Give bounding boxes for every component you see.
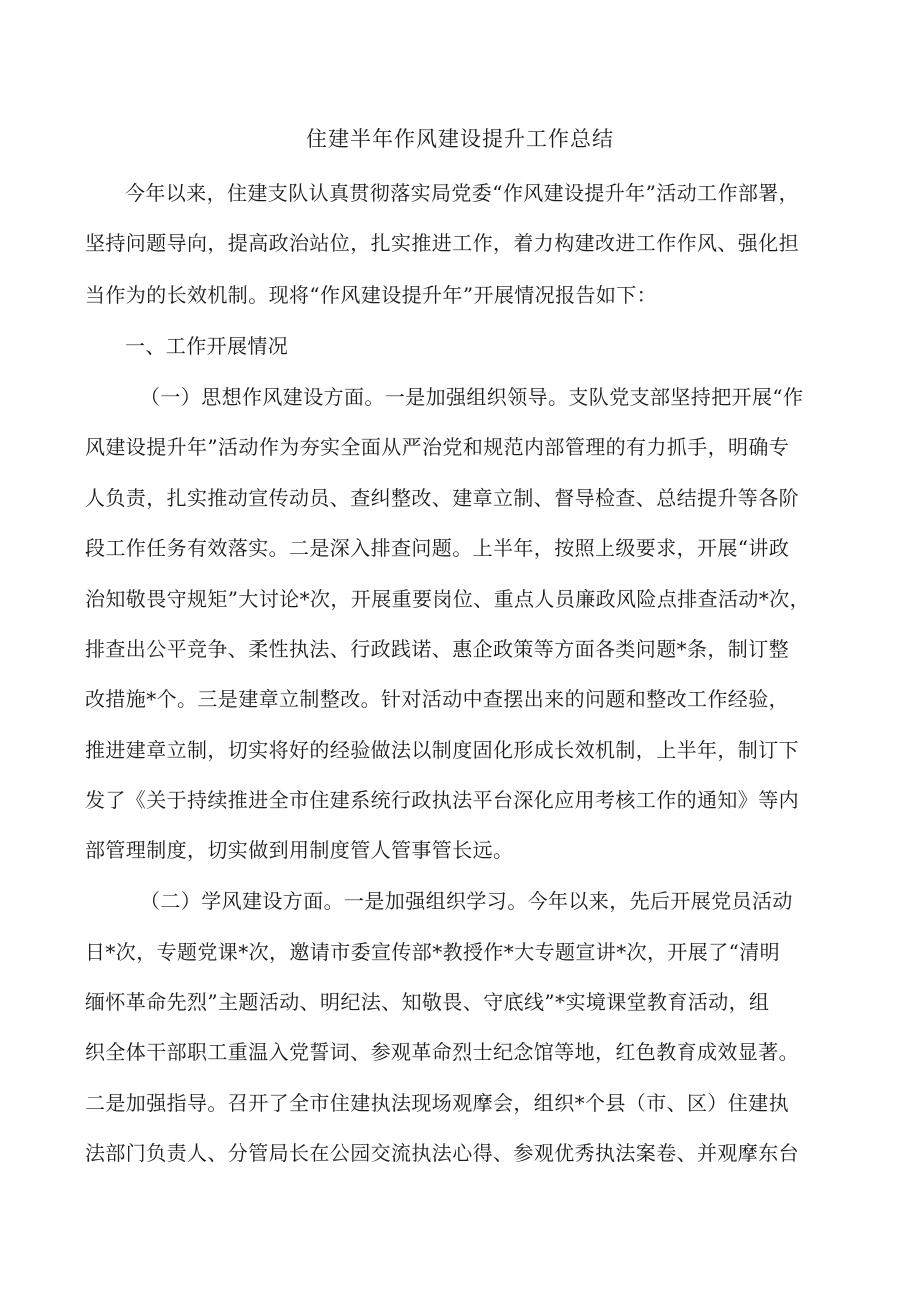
paragraph-line: 段工作任务有效落实。二是深入排查问题。上半年，按照上级要求，开展“讲政 <box>85 536 790 560</box>
paragraph-line: 法部门负责人、分管局长在公园交流执法心得、参观优秀执法案卷、并观摩东台 <box>85 1141 799 1165</box>
paragraph-line: 治知敬畏守规矩”大讨论*次，开展重要岗位、重点人员廉政风险点排查活动*次， <box>85 587 811 611</box>
paragraph-line: （一）思想作风建设方面。一是加强组织领导。支队党支部坚持把开展“作 <box>140 385 804 409</box>
paragraph-line: 当作为的长效机制。现将“作风建设提升年”开展情况报告如下： <box>85 283 658 307</box>
paragraph-line: 二是加强指导。召开了全市住建执法现场观摩会，组织*个县（市、区）住建执 <box>85 1091 789 1115</box>
paragraph-line: 发了《关于持续推进全市住建系统行政执法平台深化应用考核工作的通知》等内 <box>85 788 799 812</box>
paragraph-line: 部管理制度，切实做到用制度管人管事管长远。 <box>85 838 514 862</box>
paragraph-line: 风建设提升年”活动作为夯实全面从严治党和规范内部管理的有力抓手，明确专 <box>85 435 790 459</box>
paragraph-line: 今年以来，住建支队认真贯彻落实局党委“作风建设提升年”活动工作部署， <box>125 181 800 205</box>
paragraph-line: 缅怀革命先烈”主题活动、明纪法、知敬畏、守底线”*实境课堂教育活动，组 <box>85 990 770 1014</box>
paragraph-line: 人负责，扎实推动宣传动员、查纠整改、建章立制、督导检查、总结提升等各阶 <box>85 486 799 510</box>
section-heading: 一、工作开展情况 <box>125 334 289 358</box>
paragraph-line: 日*次，专题党课*次，邀请市委宣传部*教授作*大专题宣讲*次，开展了“清明 <box>85 940 781 964</box>
paragraph-line: 推进建章立制，切实将好的经验做法以制度固化形成长效机制，上半年，制订下 <box>85 738 799 762</box>
paragraph-line: （二）学风建设方面。一是加强组织学习。今年以来，先后开展党员活动 <box>140 889 793 913</box>
paragraph-line: 排查出公平竞争、柔性执法、行政践诺、惠企政策等方面各类问题*条，制订整 <box>85 637 789 661</box>
paragraph-line: 坚持问题导向，提高政治站位，扎实推进工作，着力构建改进工作作风、强化担 <box>85 231 799 255</box>
paragraph-line: 织全体干部职工重温入党誓词、参观革命烈士纪念馆等地，红色教育成效显著。 <box>85 1040 799 1064</box>
document-title: 住建半年作风建设提升工作总结 <box>306 127 614 151</box>
paragraph-line: 改措施*个。三是建章立制整改。针对活动中查摆出来的问题和整改工作经验， <box>85 687 789 711</box>
